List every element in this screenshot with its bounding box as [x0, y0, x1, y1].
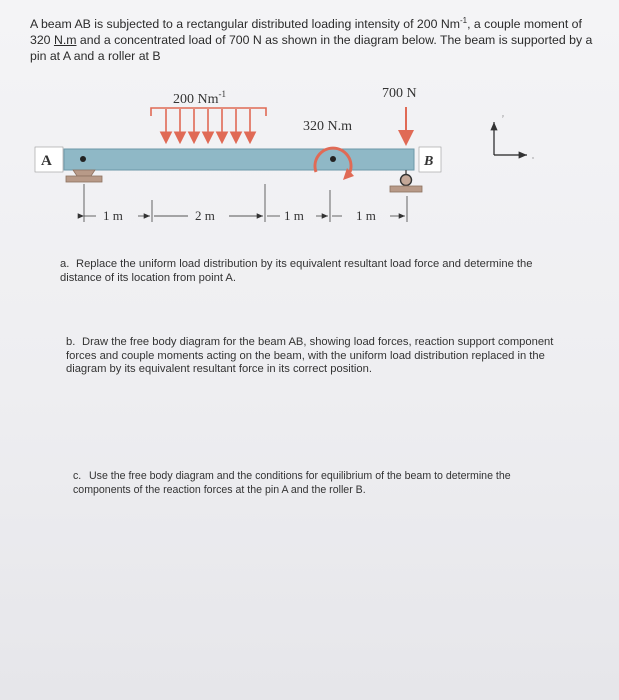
roller-support-b: [390, 170, 422, 192]
question-a-label: a.: [60, 258, 70, 270]
intro-text-2: , a couple moment of 320: [30, 17, 582, 48]
question-c: [73, 470, 523, 497]
distributed-load: [151, 108, 266, 141]
pin-a-dot: [80, 156, 86, 162]
axis-y-label: y: [502, 113, 504, 118]
question-c-label: c.: [73, 470, 82, 482]
coordinate-axes: [494, 122, 527, 155]
intro-text-3: and a concentrated load of 700 N as shown in the diagram below. The beam is supported by a pin at A and a roller at B: [30, 33, 593, 64]
question-a: [60, 258, 550, 285]
dim-label-3: 1 m: [284, 208, 304, 223]
dim-label-4: 1 m: [356, 208, 376, 223]
couple-label: 320 N.m: [303, 119, 352, 134]
beam-ab: [64, 149, 414, 170]
question-b-text: Draw the free body diagram for the beam AB, showing load forces, reaction support component forces and couple moments acting on the beam, with the uniform load distribution replaced in the diagram by its equivalent resultant force in its correct position.: [66, 336, 554, 375]
question-a-text: Replace the uniform load distribution by its equivalent resultant load force and determine the distance of its location from point A.: [60, 258, 533, 284]
intro-nm-unit: N.m: [53, 33, 77, 48]
point-load-label: 700 N: [382, 86, 417, 101]
question-c-text: Use the free body diagram and the conditions for equilibrium of the beam to determine the components of the reaction forces at the pin A and the roller B.: [73, 470, 511, 496]
dim-label-2: 2 m: [195, 208, 215, 223]
udl-arrows: [166, 109, 250, 141]
axis-x-label: x: [532, 155, 534, 160]
intro-superscript: -1: [459, 16, 468, 25]
pin-support-a: [66, 170, 102, 182]
label-a: A: [41, 153, 52, 169]
beam-diagram: [0, 0, 619, 240]
dim-label-1: 1 m: [103, 208, 123, 223]
question-b: [66, 336, 566, 377]
intro-text-1: A beam AB is subjected to a rectangular distributed loading intensity of 200 Nm: [30, 17, 460, 32]
couple-center-dot: [330, 156, 336, 162]
label-b: B: [424, 154, 434, 169]
question-b-label: b.: [66, 336, 76, 348]
udl-label: 200 $Nm^{-1}$: [173, 89, 226, 107]
